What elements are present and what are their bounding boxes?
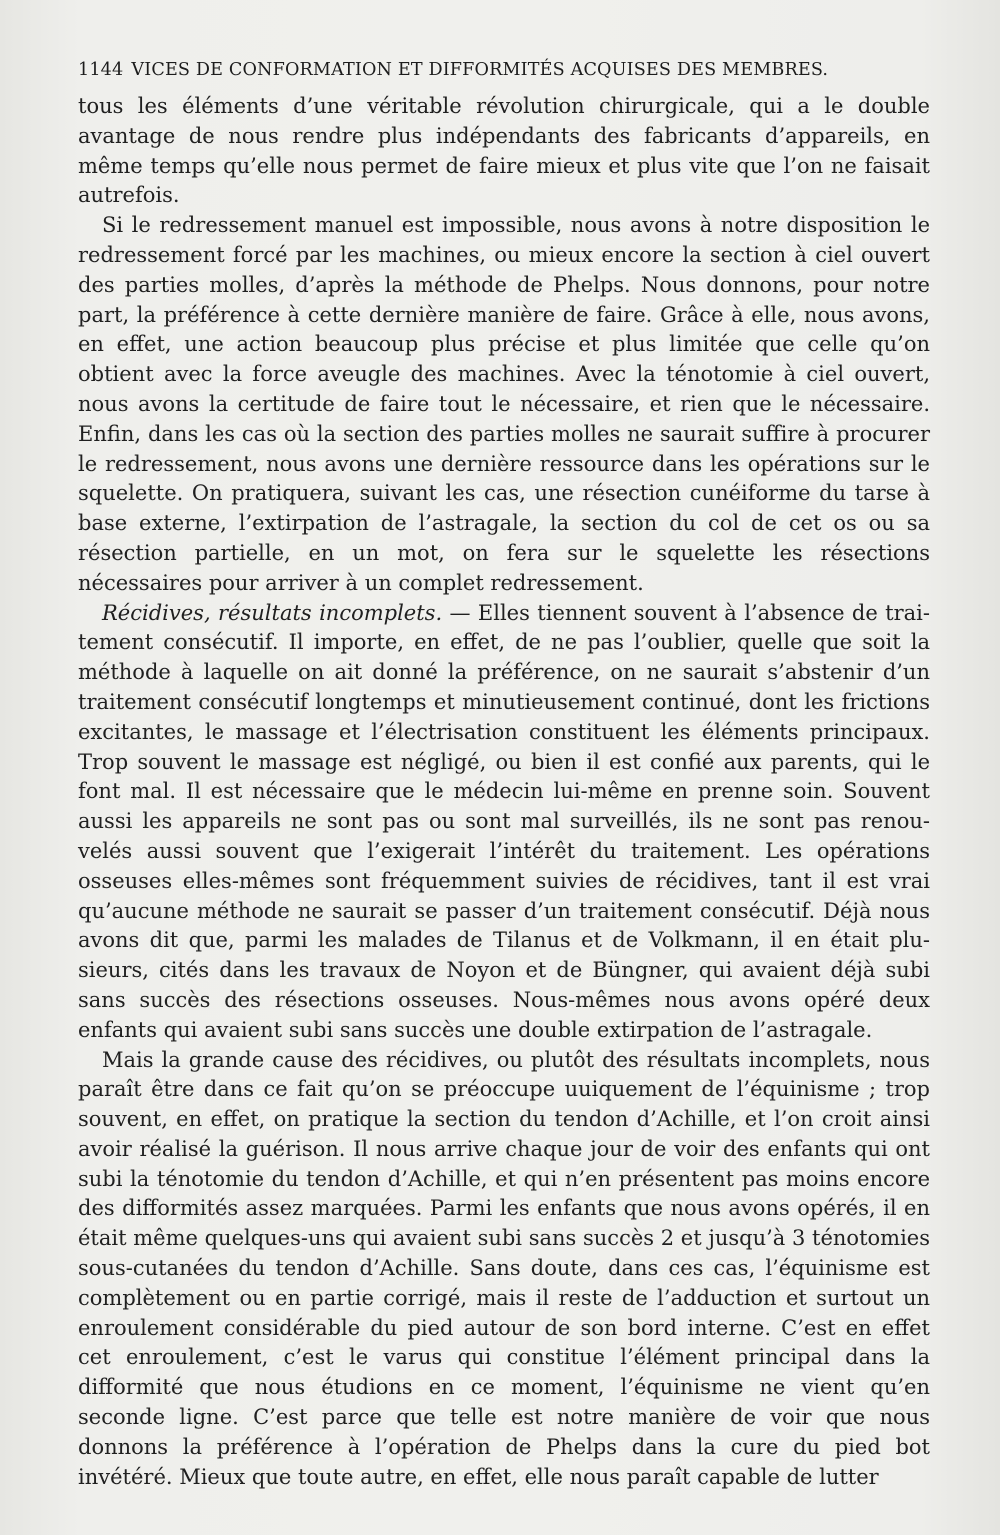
section-run-in-heading: Récidives, résultats incomplets. <box>102 600 443 625</box>
paragraph-redressement <box>78 211 930 598</box>
paragraph-grande-cause <box>78 1046 930 1493</box>
running-header <box>78 60 928 80</box>
paragraph-continuation <box>78 92 930 211</box>
paragraph-text: Mais la grande cause des récidives, ou plutôt des résultats incomplets, nous paraît être dans ce fait qu’on se préoccupe uuiquement de l’équinisme ; trop souvent, en effet, on pratique la section du tendon d’Achille, et l’on croit ainsi avoir réalisé la guérison. Il nous arrive chaque jour de voir des enfants qui ont subi la ténotomie du tendon d’Achille, et qui n’en présentent pas moins encore des difformités assez marquées. Parmi les enfants que nous avons opérés, il en était même quelques-uns qui avaient subi sans succès 2 et jusqu’à 3 ténotomies sous-cutanées du tendon d’Achille. Sans doute, dans ces cas, l’équinisme est complètement ou en partie corrigé, mais il reste de l’adduction et surtout un enroulement considérable du pied autour de son bord interne. C’est en effet cet enroulement, c’est le varus qui constitue l’élément principal dans la difformité que nous étudions en ce moment, l’équinisme ne vient qu’en seconde ligne. C’est parce que telle est notre manière de voir que nous donnons la préférence à l’opération de Phelps dans la cure du pied bot invétéré. Mieux que toute autre, en effet, elle nous paraît capable de lutter <box>78 1047 930 1489</box>
body-text <box>78 92 930 1492</box>
paragraph-text: — Elles tiennent souvent à l’absence de traitement consécutif. Il importe, en effet, de ne pas l’oublier, quelle que soit la méthode à laquelle on ait donné la préférence, on ne saurait s’abstenir d’un traitement consécutif longtemps et minutieusement continué, dont les frictions excitantes, le massage et l’électrisation constituent les éléments principaux. Trop souvent le massage est négligé, ou bien il est confié aux parents, qui le font mal. Il est nécessaire que le médecin lui-même en prenne soin. Souvent aussi les appareils ne sont pas ou sont mal surveillés, ils ne sont pas renouvelés aussi souvent que l’exigerait l’intérêt du traitement. Les opérations osseuses elles-mêmes sont fréquemment suivies de récidives, tant il est vrai qu’aucune méthode ne saurait se passer d’un traitement consécutif. Déjà nous avons dit que, parmi les malades de Tilanus et de Volkmann, il en était plusieurs, cités dans les travaux de Noyon et de Büngner, qui avaient déjà subi sans succès des résections osseuses. Nous-mêmes nous avons opéré deux enfants qui avaient subi sans succès une double extirpation de l’astragale. <box>78 600 930 1042</box>
page-number: 1144 <box>78 60 124 80</box>
paragraph-recidives <box>78 599 930 1046</box>
paragraph-text: Si le redressement manuel est impossible, nous avons à notre disposition le redressement forcé par les machines, ou mieux encore la section à ciel ouvert des parties molles, d’après la méthode de Phelps. Nous donnons, pour notre part, la préférence à cette dernière manière de faire. Grâce à elle, nous avons, en effet, une action beaucoup plus précise et plus limitée que celle qu’on obtient avec la force aveugle des machines. Avec la ténotomie à ciel ouvert, nous avons la certitude de faire tout le nécessaire, et rien que le nécessaire. Enfin, dans les cas où la section des parties molles ne saurait suffire à procurer le redressement, nous avons une dernière ressource dans les opérations sur le squelette. On pratiquera, suivant les cas, une résection cunéiforme du tarse à base externe, l’extirpation de l’astragale, la section du col de cet os ou sa résection partielle, en un mot, on fera sur le squelette les résections nécessaires pour arriver à un complet redressement. <box>78 213 930 595</box>
paragraph-text: tous les éléments d’une véritable révolution chirurgicale, qui a le double avantage de nous rendre plus indépendants des fabricants d’appareils, en même temps qu’elle nous permet de faire mieux et plus vite que l’on ne faisait autrefois. <box>78 94 930 208</box>
running-title: VICES DE CONFORMATION ET DIFFORMITÉS ACQUISES DES MEMBRES. <box>131 60 829 80</box>
